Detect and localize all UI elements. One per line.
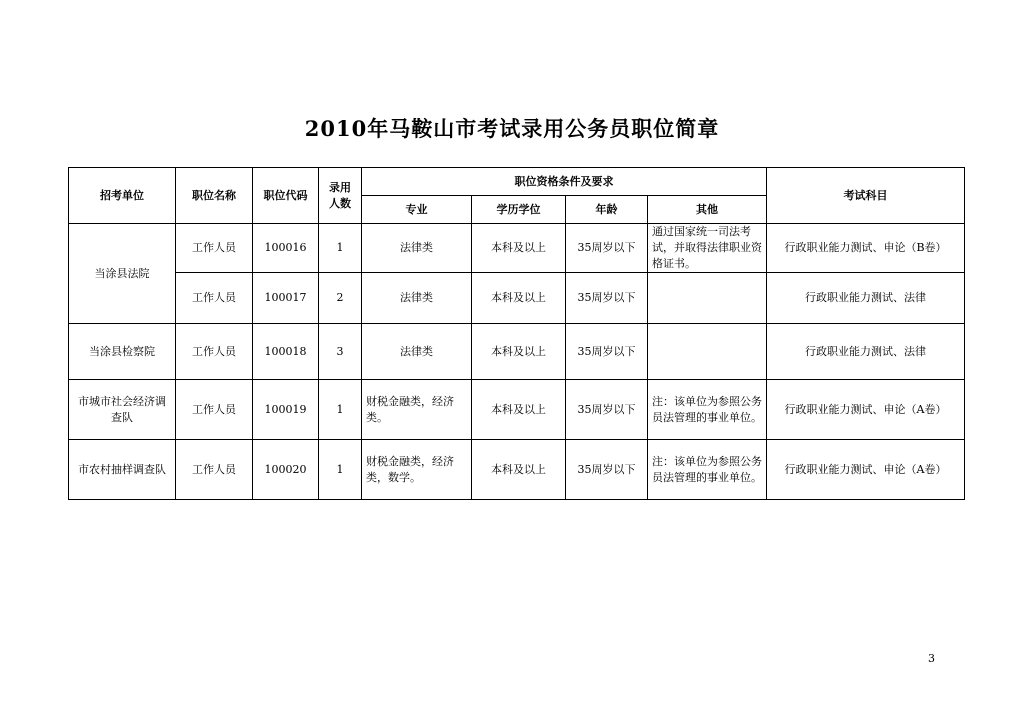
cell-major: 财税金融类，经济类，数学。 xyxy=(362,440,472,500)
cell-exam: 行政职业能力测试、法律 xyxy=(767,324,965,380)
header-major: 专业 xyxy=(362,196,472,224)
header-hire-count: 录用人数 xyxy=(319,168,362,224)
cell-other: 通过国家统一司法考试，并取得法律职业资格证书。 xyxy=(648,224,767,273)
cell-exam: 行政职业能力测试、申论（A卷） xyxy=(767,440,965,500)
page-number: 3 xyxy=(928,652,935,665)
cell-exam: 行政职业能力测试、申论（A卷） xyxy=(767,380,965,440)
cell-major: 法律类 xyxy=(362,324,472,380)
cell-degree: 本科及以上 xyxy=(472,380,566,440)
cell-exam: 行政职业能力测试、法律 xyxy=(767,273,965,324)
cell-unit: 当涂县检察院 xyxy=(69,324,176,380)
cell-count: 1 xyxy=(319,224,362,273)
cell-code: 100020 xyxy=(253,440,319,500)
header-degree: 学历学位 xyxy=(472,196,566,224)
cell-other: 注：该单位为参照公务员法管理的事业单位。 xyxy=(648,440,767,500)
cell-age: 35周岁以下 xyxy=(566,273,648,324)
table-row xyxy=(69,324,965,380)
table-row xyxy=(69,224,965,273)
header-exam-subjects: 考试科目 xyxy=(767,168,965,224)
cell-degree: 本科及以上 xyxy=(472,324,566,380)
header-position-code: 职位代码 xyxy=(253,168,319,224)
cell-code: 100017 xyxy=(253,273,319,324)
cell-unit: 当涂县法院 xyxy=(69,224,176,324)
cell-code: 100018 xyxy=(253,324,319,380)
header-position-name: 职位名称 xyxy=(176,168,253,224)
cell-other xyxy=(648,273,767,324)
cell-major: 法律类 xyxy=(362,224,472,273)
table-row xyxy=(69,440,965,500)
cell-age: 35周岁以下 xyxy=(566,324,648,380)
cell-count: 1 xyxy=(319,380,362,440)
cell-position-name: 工作人员 xyxy=(176,224,253,273)
cell-count: 1 xyxy=(319,440,362,500)
cell-exam: 行政职业能力测试、申论（B卷） xyxy=(767,224,965,273)
cell-code: 100016 xyxy=(253,224,319,273)
cell-position-name: 工作人员 xyxy=(176,324,253,380)
cell-position-name: 工作人员 xyxy=(176,273,253,324)
cell-other xyxy=(648,324,767,380)
cell-major: 法律类 xyxy=(362,273,472,324)
cell-code: 100019 xyxy=(253,380,319,440)
cell-unit: 市农村抽样调查队 xyxy=(69,440,176,500)
job-positions-table xyxy=(68,167,965,500)
cell-degree: 本科及以上 xyxy=(472,224,566,273)
table-row xyxy=(69,273,965,324)
header-row-1 xyxy=(69,168,965,196)
cell-other: 注：该单位为参照公务员法管理的事业单位。 xyxy=(648,380,767,440)
cell-count: 2 xyxy=(319,273,362,324)
cell-degree: 本科及以上 xyxy=(472,440,566,500)
cell-age: 35周岁以下 xyxy=(566,380,648,440)
table-row xyxy=(69,380,965,440)
cell-position-name: 工作人员 xyxy=(176,380,253,440)
cell-count: 3 xyxy=(319,324,362,380)
cell-position-name: 工作人员 xyxy=(176,440,253,500)
cell-degree: 本科及以上 xyxy=(472,273,566,324)
page-title: 2010年马鞍山市考试录用公务员职位简章 xyxy=(304,116,720,141)
header-age: 年龄 xyxy=(566,196,648,224)
cell-major: 财税金融类，经济类。 xyxy=(362,380,472,440)
cell-age: 35周岁以下 xyxy=(566,224,648,273)
cell-unit: 市城市社会经济调查队 xyxy=(69,380,176,440)
cell-age: 35周岁以下 xyxy=(566,440,648,500)
header-other: 其他 xyxy=(648,196,767,224)
header-unit: 招考单位 xyxy=(69,168,176,224)
header-qualifications: 职位资格条件及要求 xyxy=(362,168,767,196)
